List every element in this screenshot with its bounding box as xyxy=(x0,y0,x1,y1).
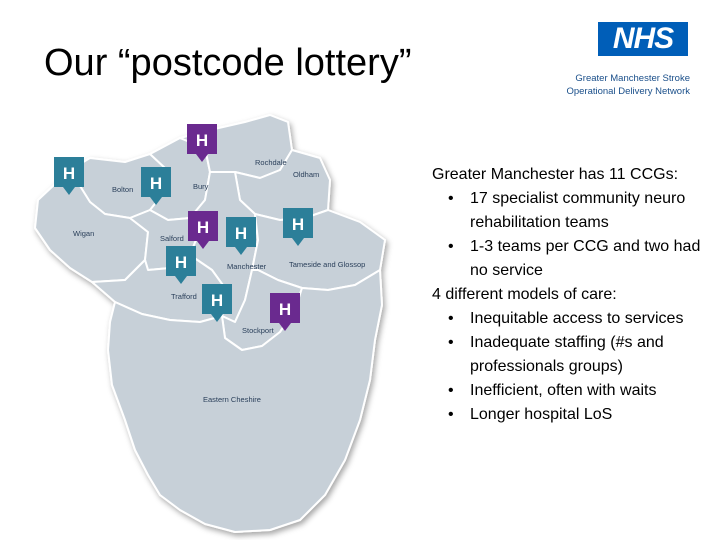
svg-text:H: H xyxy=(174,253,188,272)
map-label-tameside-glossop: Tameside and Glossop xyxy=(289,260,366,269)
organisation-name-line1: Greater Manchester Stroke xyxy=(575,73,690,84)
map-label-wigan: Wigan xyxy=(73,229,95,238)
map-label-rochdale: Rochdale xyxy=(255,158,287,167)
map-label-salford: Salford xyxy=(160,234,184,243)
map-label-eastern-cheshire: Eastern Cheshire xyxy=(203,395,261,404)
svg-text:H: H xyxy=(278,300,292,319)
bullet-item: • Longer hospital LoS xyxy=(432,403,714,427)
ccg-summary-text xyxy=(432,163,714,427)
bullet-item: • 17 specialist community neuro rehabilitation teams xyxy=(432,187,714,235)
nhs-logo: NHS xyxy=(598,22,688,56)
intro-text: Greater Manchester has 11 CCGs: xyxy=(432,166,679,183)
map-label-stockport: Stockport xyxy=(242,326,274,335)
models-text: 4 different models of care: xyxy=(432,286,617,303)
bullet-item: • 1-3 teams per CCG and two had no service xyxy=(432,235,714,283)
svg-text:H: H xyxy=(210,291,224,310)
slide-title: Our “postcode lottery” xyxy=(44,42,412,84)
svg-text:H: H xyxy=(291,215,305,234)
map-label-bolton: Bolton xyxy=(112,185,134,194)
svg-text:H: H xyxy=(196,218,210,237)
svg-text:H: H xyxy=(234,224,248,243)
map-label-trafford: Trafford xyxy=(171,292,197,301)
organisation-name-line2: Operational Delivery Network xyxy=(566,86,690,97)
issues-bullet-list xyxy=(432,307,714,427)
greater-manchester-map xyxy=(30,110,420,540)
svg-text:H: H xyxy=(149,174,163,193)
bullet-item: • Inadequate staffing (#s and professionals groups) xyxy=(432,331,714,379)
svg-text:H: H xyxy=(62,164,76,183)
map-label-oldham: Oldham xyxy=(293,170,320,179)
map-label-bury: Bury xyxy=(193,182,209,191)
bullet-item: • Inefficient, often with waits xyxy=(432,379,714,403)
bullet-item: • Inequitable access to services xyxy=(432,307,714,331)
map-label-manchester: Manchester xyxy=(227,262,267,271)
organisation-name xyxy=(566,72,690,98)
svg-text:H: H xyxy=(195,131,209,150)
teams-bullet-list xyxy=(432,187,714,283)
